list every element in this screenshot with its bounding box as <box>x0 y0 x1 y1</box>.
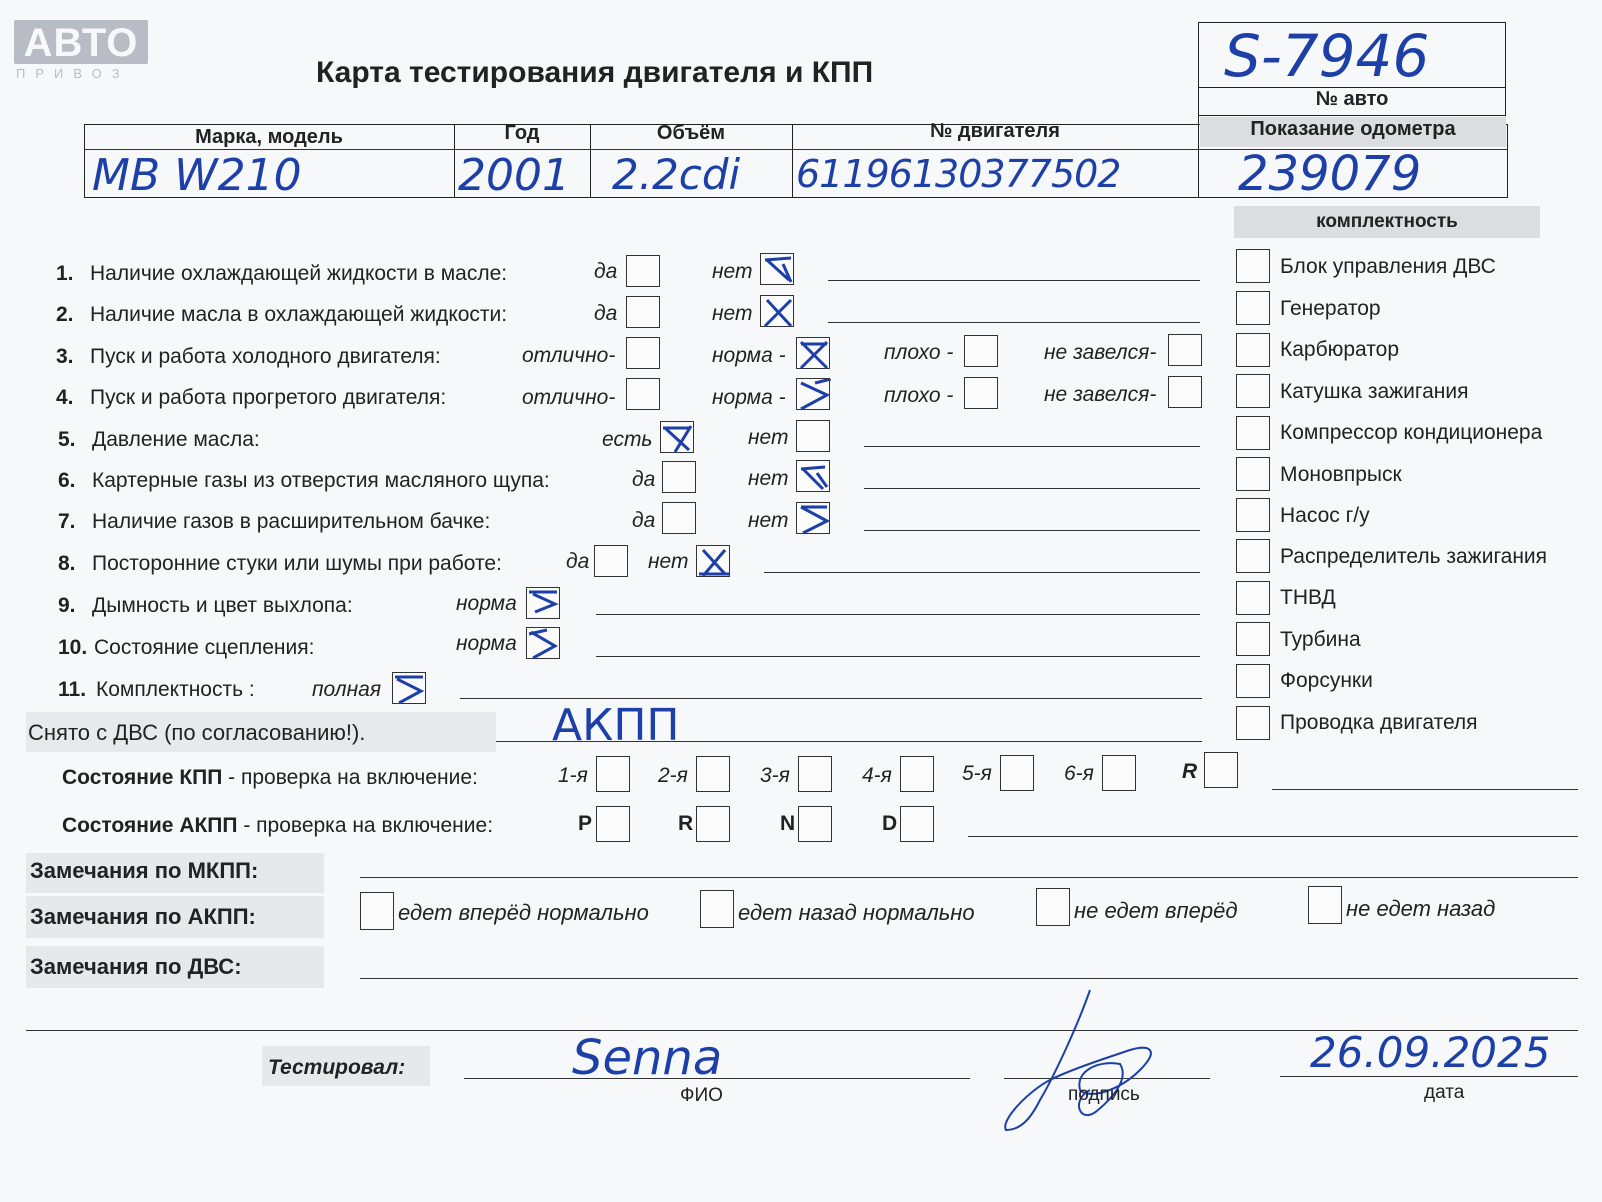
completeness-checkbox[interactable] <box>1236 291 1270 325</box>
completeness-item: ТНВД <box>1280 586 1336 609</box>
tester-name-line <box>464 1078 970 1079</box>
gear-label: 3-я <box>760 764 790 787</box>
completeness-checkbox[interactable] <box>1236 457 1270 491</box>
completeness-item: Карбюратор <box>1280 338 1400 361</box>
q4-excellent-checkbox[interactable] <box>626 378 660 410</box>
q8-note-line <box>764 572 1200 573</box>
akpp-option: едет назад нормально <box>738 900 975 925</box>
gear-4-checkbox[interactable] <box>900 756 934 792</box>
item-text: Состояние сцепления: <box>94 636 315 659</box>
volume-value: 2.2cdi <box>612 150 741 199</box>
mode-label: N <box>780 812 796 835</box>
signature-image <box>980 980 1200 1140</box>
completeness-item: Генератор <box>1280 297 1381 320</box>
checkmark-icon <box>527 588 561 620</box>
logo-subtext: ПРИВОЗ <box>16 66 130 81</box>
completeness-checkbox[interactable] <box>1236 706 1270 740</box>
q1-note-line <box>828 280 1200 281</box>
gear-r-checkbox[interactable] <box>1204 752 1238 788</box>
q5-note-line <box>864 446 1200 447</box>
manual-gearbox-label: Состояние КПП - проверка на включение: <box>62 766 478 789</box>
q7-yes-checkbox[interactable] <box>662 502 696 534</box>
q2-yes-checkbox[interactable] <box>626 296 660 328</box>
gear-label: 2-я <box>658 764 688 787</box>
checkmark-icon <box>697 546 731 578</box>
completeness-checkbox[interactable] <box>1236 622 1270 656</box>
gear-label: 4-я <box>862 764 892 787</box>
q1-yes-checkbox[interactable] <box>626 255 660 287</box>
yes-label: да <box>594 302 618 325</box>
akpp-option: едет вперёд нормально <box>398 900 649 925</box>
no-label: нет <box>748 467 789 490</box>
col-make-model: Марка, модель <box>195 126 343 148</box>
completeness-item: Катушка зажигания <box>1280 380 1469 403</box>
gear-label: 6-я <box>1064 762 1094 785</box>
remarks-dvs-line <box>360 978 1578 979</box>
akpp-forward-ok-checkbox[interactable] <box>360 892 394 930</box>
completeness-checkbox[interactable] <box>1236 249 1270 283</box>
item-number: 1. <box>56 262 74 285</box>
item-number: 6. <box>58 469 76 492</box>
q6-note-line <box>864 488 1200 489</box>
item-number: 9. <box>58 594 76 617</box>
akpp-option: не едет назад <box>1346 896 1496 921</box>
bad-label: плохо - <box>884 341 954 364</box>
norm-label: норма <box>456 632 517 655</box>
completeness-checkbox[interactable] <box>1236 581 1270 615</box>
auto-gearbox-label: Состояние АКПП - проверка на включение: <box>62 814 494 837</box>
q4-normal-checkbox[interactable] <box>796 378 830 410</box>
gear-1-checkbox[interactable] <box>596 756 630 792</box>
gear-label: R <box>1182 760 1198 783</box>
q3-not-started-checkbox[interactable] <box>1168 334 1202 366</box>
normal-label: норма - <box>712 344 786 367</box>
item-text: Дымность и цвет выхлопа: <box>92 594 353 617</box>
signature-label: подпись <box>1068 1084 1140 1105</box>
completeness-item: Турбина <box>1280 628 1361 651</box>
checkmark-icon <box>761 254 795 286</box>
completeness-item: Распределитель зажигания <box>1280 545 1548 568</box>
item-text: Пуск и работа прогретого двигателя: <box>90 386 447 409</box>
akpp-reverse-ok-checkbox[interactable] <box>700 890 734 928</box>
checkmark-icon <box>797 461 831 493</box>
completeness-item: Проводка двигателя <box>1280 711 1478 734</box>
make-model-value: MB W210 <box>92 150 302 201</box>
item-text: Наличие масла в охлаждающей жидкости: <box>90 303 508 326</box>
gear-2-checkbox[interactable] <box>696 756 730 792</box>
yes-label: да <box>632 509 656 532</box>
car-number-label: № авто <box>1315 88 1389 110</box>
item-text: Давление масла: <box>92 428 260 451</box>
manual-gearbox-note-line <box>1272 789 1578 790</box>
mode-label: D <box>882 812 898 835</box>
col-volume: Объём <box>656 122 726 144</box>
q3-excellent-checkbox[interactable] <box>626 337 660 369</box>
checkmark-icon <box>797 503 831 535</box>
remarks-dvs-label: Замечания по ДВС: <box>30 954 242 979</box>
auto-gearbox-note-line <box>968 836 1578 837</box>
gear-3-checkbox[interactable] <box>798 756 832 792</box>
fio-label: ФИО <box>680 1085 723 1106</box>
col-odometer: Показание одометра <box>1250 118 1456 140</box>
completeness-item: Насос г/у <box>1280 504 1370 527</box>
q9-norm-checkbox[interactable] <box>526 587 560 619</box>
no-label: нет <box>748 509 789 532</box>
tested-by-label: Тестировал: <box>268 1056 406 1079</box>
item-text: Посторонние стуки или шумы при работе: <box>92 552 502 575</box>
remarks-akpp-label: Замечания по АКПП: <box>30 904 256 929</box>
q3-bad-checkbox[interactable] <box>964 335 998 367</box>
item-number: 7. <box>58 510 76 533</box>
checkmark-icon <box>761 296 795 328</box>
item-text: Наличие газов в расширительном бачке: <box>92 510 491 533</box>
no-label: нет <box>712 302 753 325</box>
bad-label: плохо - <box>884 384 954 407</box>
item-text: Картерные газы из отверстия масляного щупа: <box>92 469 550 492</box>
item-number: 11. <box>58 678 87 701</box>
not-started-label: не завелся- <box>1044 341 1157 364</box>
page-title: Карта тестирования двигателя и КПП <box>316 56 874 89</box>
q4-not-started-checkbox[interactable] <box>1168 376 1202 408</box>
normal-label: норма - <box>712 386 786 409</box>
q7-no-checkbox[interactable] <box>796 502 830 534</box>
tester-name-value: Senna <box>572 1030 723 1086</box>
q4-bad-checkbox[interactable] <box>964 377 998 409</box>
completeness-checkbox[interactable] <box>1236 374 1270 408</box>
mode-label: P <box>578 812 593 835</box>
no-label: нет <box>648 550 689 573</box>
no-label: нет <box>712 260 753 283</box>
q2-note-line <box>828 322 1200 323</box>
full-label: полная <box>312 678 382 701</box>
q1-no-checkbox[interactable] <box>760 253 794 285</box>
excellent-label: отлично- <box>522 344 616 367</box>
date-line <box>1280 1076 1578 1077</box>
remarks-mkpp-line <box>360 877 1578 878</box>
completeness-item: Блок управления ДВС <box>1280 255 1496 278</box>
completeness-item: Компрессор кондиционера <box>1280 421 1543 444</box>
checkmark-icon <box>797 338 831 370</box>
q10-note-line <box>596 656 1200 657</box>
completeness-item: Форсунки <box>1280 669 1373 692</box>
item-number: 4. <box>56 386 74 409</box>
completeness-checkbox[interactable] <box>1236 333 1270 367</box>
remarks-mkpp-label: Замечания по МКПП: <box>30 858 259 883</box>
item-number: 5. <box>58 428 76 451</box>
completeness-checkbox[interactable] <box>1236 416 1270 450</box>
q8-yes-checkbox[interactable] <box>594 545 628 577</box>
completeness-title: комплектность <box>1316 211 1458 232</box>
completeness-checkbox[interactable] <box>1236 664 1270 698</box>
mode-p-checkbox[interactable] <box>596 806 630 842</box>
q2-no-checkbox[interactable] <box>760 295 794 327</box>
gear-5-checkbox[interactable] <box>1000 755 1034 791</box>
year-value: 2001 <box>458 150 570 201</box>
logo-text: АВТО <box>23 21 139 65</box>
checkmark-icon <box>661 422 695 454</box>
q7-note-line <box>864 530 1200 531</box>
date-value: 26.09.2025 <box>1310 1028 1551 1077</box>
item-number: 8. <box>58 552 76 575</box>
yes-label: да <box>632 468 656 491</box>
mode-n-checkbox[interactable] <box>798 806 832 842</box>
q8-no-checkbox[interactable] <box>696 545 730 577</box>
date-label: дата <box>1424 1082 1465 1103</box>
q6-no-checkbox[interactable] <box>796 460 830 492</box>
engine-no-value: 61196130377502 <box>796 152 1121 196</box>
item-text: Комплектность : <box>96 678 255 701</box>
mode-r-checkbox[interactable] <box>696 806 730 842</box>
removed-line <box>496 741 1202 742</box>
checkmark-icon <box>393 673 427 705</box>
completeness-item: Моновпрыск <box>1280 463 1402 486</box>
gear-label: 5-я <box>962 762 992 785</box>
item-number: 3. <box>56 345 74 368</box>
item-number: 2. <box>56 303 74 326</box>
q10-norm-checkbox[interactable] <box>526 627 560 659</box>
odometer-value: 239079 <box>1238 146 1422 202</box>
yes-label: да <box>566 550 590 573</box>
q11-note-line <box>460 698 1202 699</box>
col-year: Год <box>504 122 540 144</box>
removed-label: Снято с ДВС (по согласованию!). <box>28 720 366 745</box>
no-label: нет <box>748 426 789 449</box>
gear-label: 1-я <box>558 764 588 787</box>
akpp-no-forward-checkbox[interactable] <box>1036 888 1070 926</box>
mode-d-checkbox[interactable] <box>900 806 934 842</box>
completeness-checkbox[interactable] <box>1236 498 1270 532</box>
car-number-value: S-7946 <box>1224 22 1430 90</box>
q6-yes-checkbox[interactable] <box>662 461 696 493</box>
checkmark-icon <box>797 379 831 411</box>
q5-no-checkbox[interactable] <box>796 420 830 452</box>
yes-label: да <box>594 260 618 283</box>
removed-value: АКПП <box>552 700 680 751</box>
mode-label: R <box>678 812 694 835</box>
q3-normal-checkbox[interactable] <box>796 337 830 369</box>
col-engine-no: № двигателя <box>930 120 1060 142</box>
item-number: 10. <box>58 636 88 659</box>
gear-6-checkbox[interactable] <box>1102 755 1136 791</box>
q9-note-line <box>596 614 1200 615</box>
not-started-label: не завелся- <box>1044 383 1157 406</box>
present-label: есть <box>602 428 653 451</box>
item-text: Пуск и работа холодного двигателя: <box>90 345 441 368</box>
completeness-checkbox[interactable] <box>1236 539 1270 573</box>
q5-present-checkbox[interactable] <box>660 421 694 453</box>
item-text: Наличие охлаждающей жидкости в масле: <box>90 262 508 285</box>
akpp-option: не едет вперёд <box>1074 898 1238 923</box>
akpp-no-reverse-checkbox[interactable] <box>1308 886 1342 924</box>
q11-full-checkbox[interactable] <box>392 672 426 704</box>
excellent-label: отлично- <box>522 386 616 409</box>
checkmark-icon <box>527 628 561 660</box>
norm-label: норма <box>456 592 517 615</box>
